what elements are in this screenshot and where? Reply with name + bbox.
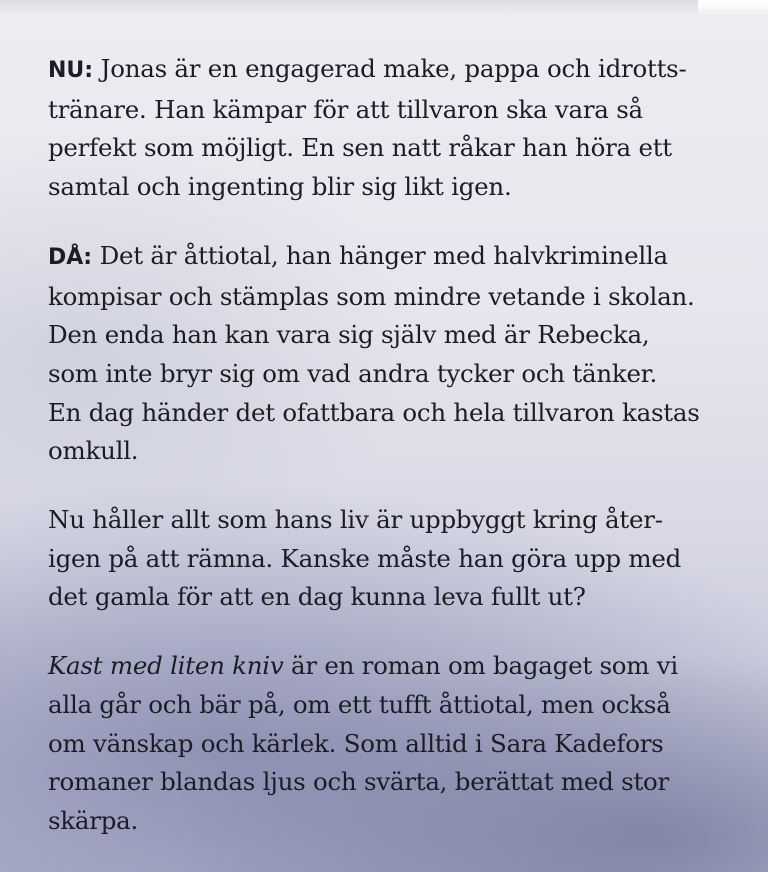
text-line: Den enda han kan vara sig själv med är Rebecka, xyxy=(48,320,650,350)
text-line: det gamla för att en dag kunna leva fullt ut? xyxy=(48,582,586,612)
text-line xyxy=(48,50,738,91)
paragraph-summary xyxy=(48,647,738,841)
text-line: Nu håller allt som hans liv är uppbyggt kring åter- xyxy=(48,505,663,535)
cover-top-edge xyxy=(0,0,768,14)
paragraph-da xyxy=(48,237,738,471)
cover-top-corner xyxy=(698,0,768,14)
text-line: skärpa. xyxy=(48,805,139,835)
text-line: perfekt som möjligt. En sen natt råkar han höra ett xyxy=(48,133,672,163)
text-segment: Det är åttiotal, han hänger med halvkriminella xyxy=(92,240,668,270)
label-da: DÅ: xyxy=(48,244,93,270)
text-line: kompisar och stämplas som mindre vetande i skolan. xyxy=(48,281,695,311)
text-line: om vänskap och kärlek. Som alltid i Sara Kadefors xyxy=(48,728,664,758)
text-line: romaner blandas ljus och svärta, berättat med stor xyxy=(48,767,670,797)
text-line: alla går och bär på, om ett tufft åttiotal, men också xyxy=(48,689,671,719)
paragraph-now-again xyxy=(48,501,738,617)
label-nu: NU: xyxy=(48,58,94,83)
paragraph-nu xyxy=(48,50,738,207)
text-line: samtal och ingenting blir sig likt igen. xyxy=(48,172,512,202)
text-line xyxy=(48,237,738,278)
book-title: Kast med liten kniv xyxy=(48,651,284,681)
text-line: omkull. xyxy=(48,436,139,466)
text-segment: Jonas är en engagerad make, pappa och idrotts- xyxy=(93,54,687,83)
text-segment: är en roman om bagaget som vi xyxy=(283,651,678,681)
text-line xyxy=(48,647,738,686)
text-line: som inte bryr sig om vad andra tycker och tänker. xyxy=(48,358,657,388)
text-line: En dag händer det ofattbara och hela tillvaron kastas xyxy=(48,397,700,427)
text-line: igen på att rämna. Kanske måste han göra upp med xyxy=(48,543,682,573)
text-line: tränare. Han kämpar för att tillvaron ska vara så xyxy=(48,94,643,124)
blurb-text xyxy=(48,50,738,871)
